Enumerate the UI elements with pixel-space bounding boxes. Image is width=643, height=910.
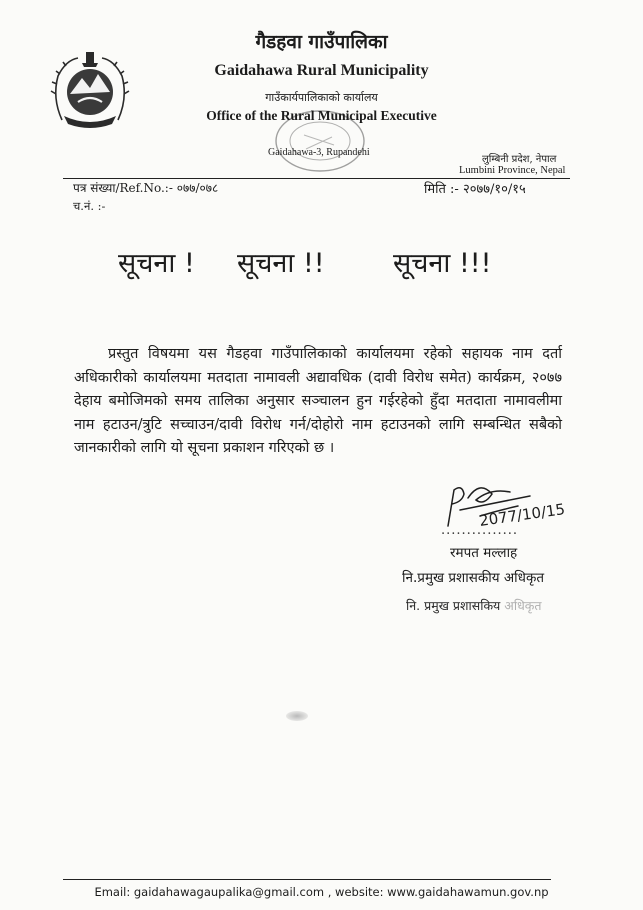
notice-heading: सूचना !!!: [393, 248, 492, 279]
date-value: २०७७/१०/१५: [462, 182, 526, 197]
designation-seal: [406, 597, 541, 614]
footer-contact: Email: gaidahawagaupalika@gmail.com , website: www.gaidahawamun.gov.np: [94, 885, 549, 899]
province-nepali: लुम्बिनी प्रदेश, नेपाल: [482, 154, 557, 165]
ink-smudge: [286, 711, 308, 721]
reference-value: ०७७/०७८: [176, 181, 219, 195]
municipality-name-nepali: गैडहवा गाउँपालिका: [255, 31, 388, 53]
letter-date: [424, 179, 526, 197]
signer-name: रमपत मल्लाह: [450, 545, 518, 561]
seal-text: नि. प्रमुख प्रशासकिय: [406, 598, 501, 613]
footer-divider: [63, 879, 551, 880]
municipality-name-english: Gaidahawa Rural Municipality: [214, 62, 429, 79]
province-english: Lumbini Province, Nepal: [459, 165, 566, 176]
notice-heading: सूचना !: [118, 248, 195, 279]
notice-heading: सूचना !!: [237, 248, 325, 279]
office-name-english: Office of the Rural Municipal Executive: [206, 108, 437, 123]
seal-text-faded: अधिकृत: [504, 598, 542, 613]
signature-line: ...............: [441, 523, 518, 538]
reference-number: [73, 179, 218, 196]
date-label: मिति :-: [424, 182, 459, 197]
notice-body: प्रस्तुत विषयमा यस गैडहवा गाउँपालिकाको कार्यालयमा रहेको सहायक नाम दर्ता अधिकारीको कार्यालयमा मतदाता नामावली अद्यावधिक (दावी विरोध समेत) कार्यक्रम, २०७७ देहाय बमोजिमको समय तालिका अनुसार सञ्चालन हुन गईरहेको हुँदा मतदाता नामावलीमा नाम हटाउन/त्रुटि सच्चाउन/दावी विरोध गर्न/दोहोरो नाम हटाउनको लागि सम्बन्धित सबैको जानकारीको लागि यो सूचना प्रकाशन गरिएको छ ।: [74, 346, 562, 456]
signer-designation: नि.प्रमुख प्रशासकीय अधिकृत: [402, 570, 545, 586]
reference-label: पत्र संख्या/Ref.No.:-: [73, 181, 173, 195]
dispatch-number-label: च.नं. :-: [73, 199, 106, 213]
signature-date: 2077/10/15: [478, 500, 567, 530]
office-name-nepali: गाउँकार्यपालिकाको कार्यालय: [265, 91, 378, 104]
office-address: Gaidahawa-3, Rupandehi: [268, 147, 370, 158]
